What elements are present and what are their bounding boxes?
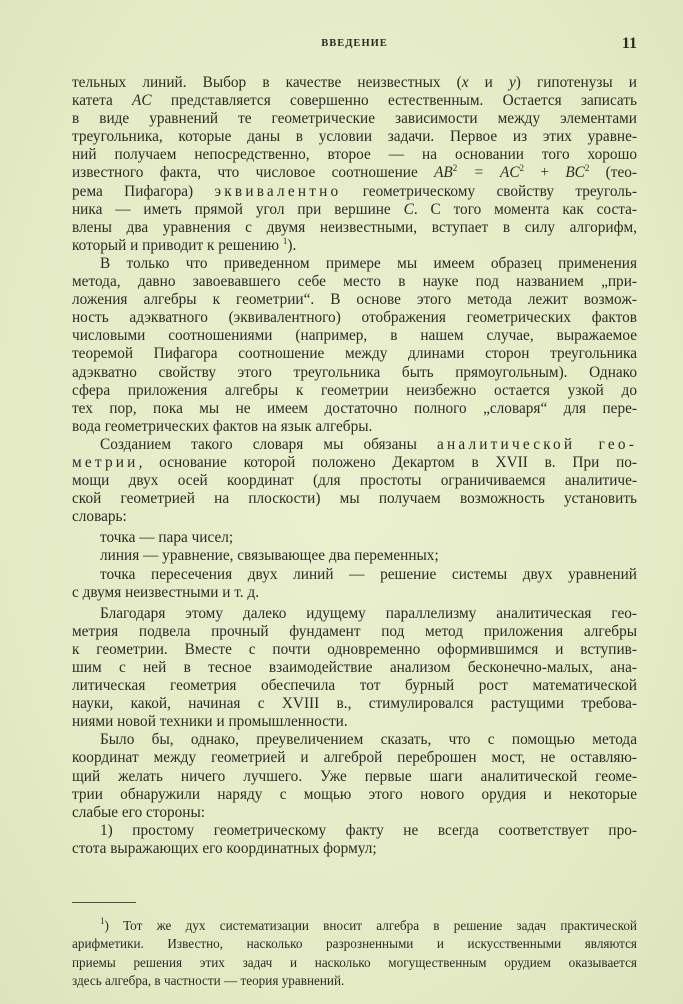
body-line xyxy=(72,74,637,92)
text-run: словарь: xyxy=(72,508,127,526)
running-header xyxy=(72,35,637,53)
body-line xyxy=(72,749,637,767)
body-line xyxy=(72,547,637,565)
text-run: точка пересечения двух линий — решение системы двух уравнений xyxy=(100,565,637,583)
body-line xyxy=(72,713,637,731)
text-run: стота выражающих его координатных формул; xyxy=(72,839,377,857)
body-line xyxy=(72,490,637,508)
body-line xyxy=(72,364,637,382)
text-run: ность адэкватного (эквивалентного) отображения геометрических фактов xyxy=(72,309,637,327)
body-line xyxy=(72,605,637,623)
body-line xyxy=(72,641,637,659)
body-line xyxy=(72,255,637,273)
body-text xyxy=(72,74,637,858)
body-line xyxy=(72,219,637,237)
text-run: ниями новой техники и промышленности. xyxy=(72,713,348,731)
footnote-divider xyxy=(72,902,136,903)
body-line xyxy=(72,454,637,472)
text-run: (тео- xyxy=(589,164,637,182)
text-run: ложения алгебры к геометрии“. В основе этого метода лежит возмож- xyxy=(72,291,637,309)
text-run: мощи двух осей координат (для простоты ограничиваемся аналитиче- xyxy=(72,472,637,490)
superscript: 2 xyxy=(452,163,458,174)
text-run: треугольника, которые даны в условии задачи. Первое из этих уравне- xyxy=(72,128,637,146)
spaced-emphasis: эквивалентно xyxy=(214,182,342,200)
italic-math: AC xyxy=(132,92,152,110)
superscript: 2 xyxy=(584,163,590,174)
body-line xyxy=(72,237,637,255)
text-run: литическая геометрия обеспечила тот бурный рост математической xyxy=(72,677,637,695)
body-line xyxy=(72,128,637,146)
superscript: 1 xyxy=(282,235,288,246)
spaced-emphasis: метрии xyxy=(72,453,139,471)
italic-math: C xyxy=(403,200,414,218)
body-line xyxy=(72,695,637,713)
text-run: метода, давно завоевавшего себе место в науке под названием „при- xyxy=(72,273,637,291)
italic-math: = AC xyxy=(457,164,520,182)
text-run: влены два уравнения с двумя неизвестными, вступает в силу алгорифм, xyxy=(72,218,637,236)
text-run: линия — уравнение, связывающее два переменных; xyxy=(100,547,439,565)
text-run: . С того момента как соста- xyxy=(413,200,637,218)
text-run: Благодаря этому далеко идущему параллелизму аналитическая гео- xyxy=(100,604,637,622)
body-line xyxy=(72,110,637,128)
body-line xyxy=(72,786,637,804)
body-line xyxy=(72,327,637,345)
footnote-line xyxy=(72,954,637,972)
text-run: теоремой Пифагора соотношение между длинами сторон треугольника xyxy=(72,345,637,363)
body-line xyxy=(72,472,637,490)
body-line xyxy=(72,418,637,436)
body-line xyxy=(72,566,637,584)
footnote-line xyxy=(72,917,637,935)
text-run: точка — пара чисел; xyxy=(100,529,234,547)
text-run: трии обнаружили наряду с мощью этого нового орудия и некоторые xyxy=(72,785,637,803)
text-run: который и приводит к решению xyxy=(72,236,283,254)
text-run: В только что приведенном примере мы имеем образец применения xyxy=(100,254,637,272)
superscript: 1 xyxy=(100,916,105,926)
body-line xyxy=(72,508,637,526)
body-line xyxy=(72,804,637,822)
text-run: ) гипотенузы и xyxy=(515,74,637,91)
text-run: известного факта, что числовое соотношение xyxy=(72,164,435,182)
text-run: рема Пифагора) xyxy=(72,182,215,200)
body-line xyxy=(72,436,637,454)
body-line xyxy=(72,92,637,110)
body-line xyxy=(72,623,637,641)
body-line xyxy=(72,146,637,164)
page-number: 11 xyxy=(621,35,637,52)
text-run: геометрическому свойству треуголь- xyxy=(341,182,637,200)
footnote-line xyxy=(72,972,637,990)
text-run: + xyxy=(524,164,566,182)
text-run: ника — иметь прямой угол при вершине xyxy=(72,200,404,218)
text-run: 1) простому геометрическому факту не всегда соответствует про- xyxy=(100,821,637,839)
text-run: ний получаем непосредственно, второе — на основании того хорошо xyxy=(72,146,637,164)
body-line xyxy=(72,400,637,418)
text-run: сфера приложения алгебры к геометрии неизбежно остается узкой до xyxy=(72,381,637,399)
superscript: 2 xyxy=(519,163,525,174)
body-line xyxy=(72,840,637,858)
chapter-title: ВВЕДЕНИЕ xyxy=(321,38,388,49)
text-run: слабые его стороны: xyxy=(72,803,205,821)
text-run: ) Тот же дух систематизации вносит алгебра в решение задач практической xyxy=(104,918,637,933)
text-run: адэкватно свойству этого треугольника быть прямоугольным). Однако xyxy=(72,363,637,381)
text-run: катета xyxy=(72,92,133,110)
text-run: координат между геометрией и алгеброй переброшен мост, не оставляю- xyxy=(72,749,637,767)
italic-math: y xyxy=(508,74,516,91)
body-line xyxy=(72,309,637,327)
italic-math: AB xyxy=(434,164,453,182)
text-run: здесь алгебра, в частности — теория уравнений. xyxy=(72,972,345,988)
footnote xyxy=(72,917,637,990)
text-run: науки, какой, начиная с XVIII в., стимулировался растущими требова- xyxy=(72,695,637,713)
body-line xyxy=(72,677,637,695)
footnote-line xyxy=(72,935,637,953)
spaced-emphasis: аналитической гео- xyxy=(436,435,637,453)
text-run: , основание которой положено Декартом в XVII в. При по- xyxy=(138,453,637,471)
body-line xyxy=(72,659,637,677)
body-line xyxy=(72,183,637,201)
text-run: приемы решения этих задач и насколько могущественным орудием оказывается xyxy=(72,954,637,970)
body-line xyxy=(72,529,637,547)
text-run: арифметики. Известно, насколько разрозненными и искусственными являются xyxy=(72,936,637,952)
text-run: Созданием такого словаря мы обязаны xyxy=(100,435,437,453)
text-run: и xyxy=(468,74,509,91)
body-line xyxy=(72,164,637,182)
body-line xyxy=(72,201,637,219)
text-run: с двумя неизвестными и т. д. xyxy=(72,583,260,601)
text-run: ). xyxy=(287,236,297,254)
text-run: в виде уравнений те геометрические зависимости между элементами xyxy=(72,110,637,128)
italic-math: x xyxy=(461,74,469,91)
body-line xyxy=(72,291,637,309)
text-run: шим с ней в тесное взаимодействие анализом бесконечно-малых, ана- xyxy=(72,659,637,676)
body-line xyxy=(72,273,637,291)
body-line xyxy=(72,822,637,840)
text-run: числовыми соотношениями (например, в нашем случае, выражаемое xyxy=(72,327,637,345)
text-run: представляется совершенно естественным. Остается записать xyxy=(151,92,637,110)
text-run: вода геометрических фактов на язык алгебры. xyxy=(72,417,373,435)
body-line xyxy=(72,731,637,749)
text-run: тех пор, пока мы не имеем достаточно полного „словаря“ для пере- xyxy=(72,399,637,417)
text-run: к геометрии. Вместе с почти одновременно оформившимся и вступив- xyxy=(72,640,637,658)
text-run: Было бы, однако, преувеличением сказать, что с помощью метода xyxy=(100,731,637,749)
italic-math: BC xyxy=(565,164,585,182)
text-run: щий желать ничего лучшего. Уже первые шаги аналитической геоме- xyxy=(72,767,637,785)
body-line xyxy=(72,382,637,400)
text-run: тельных линий. Выбор в качестве неизвестных ( xyxy=(72,74,462,91)
text-run: метрия подвела прочный фундамент под метод приложения алгебры xyxy=(72,622,637,640)
text-run: ской геометрией на плоскости) мы получаем возможность установить xyxy=(72,490,637,508)
body-line xyxy=(72,345,637,363)
body-line xyxy=(72,584,637,602)
body-line xyxy=(72,768,637,786)
